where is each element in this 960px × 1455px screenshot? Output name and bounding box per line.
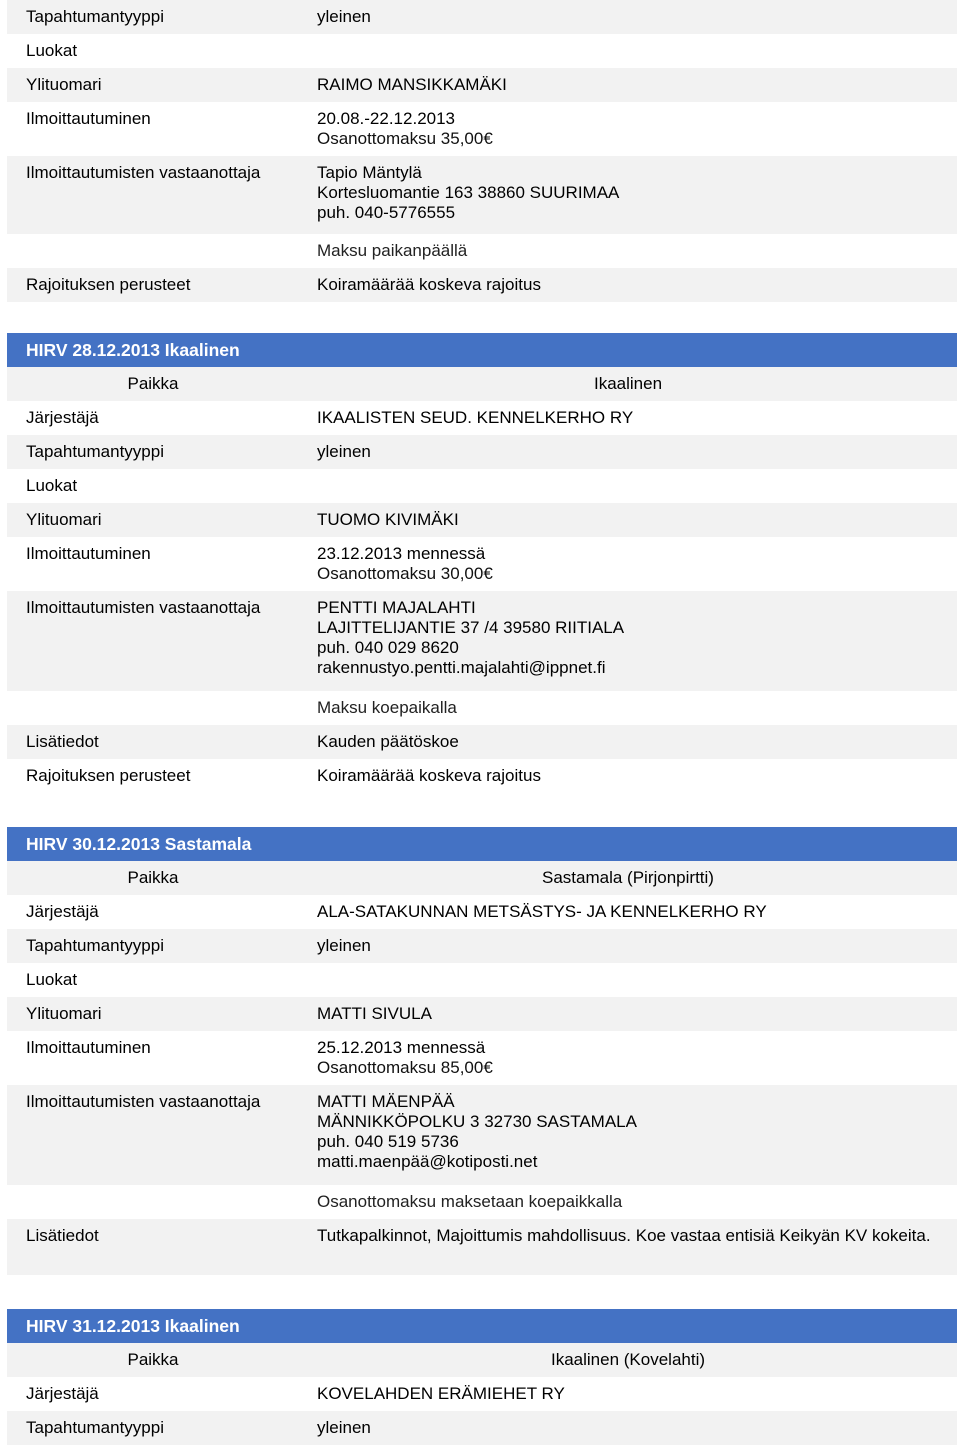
label: Järjestäjä [26,902,99,921]
row-paikka [7,1343,957,1377]
label: Ylituomari [26,1004,102,1023]
row-tapahtumantyyppi [7,0,957,34]
label: Ilmoittautuminen [26,1038,151,1057]
contact-email: rakennustyo.pentti.majalahti@ippnet.fi [317,658,606,677]
label: Ilmoittautumisten vastaanottaja [26,163,261,182]
value: KOVELAHDEN ERÄMIEHET RY [317,1384,565,1403]
label: Paikka [127,374,179,393]
contact-name: Tapio Mäntylä [317,163,422,182]
row-vastaanottaja [7,1085,957,1185]
payment-note: Maksu paikanpäällä [317,241,468,260]
event-header: HIRV 30.12.2013 Sastamala [7,827,957,861]
contact-address: Kortesluomantie 163 38860 SUURIMAA [317,183,620,202]
registration-period: 20.08.-22.12.2013 [317,109,456,128]
payment-note: Maksu koepaikalla [317,698,457,717]
value: RAIMO MANSIKKAMÄKI [317,75,507,94]
value: yleinen [317,442,371,461]
registration-deadline: 23.12.2013 mennessä [317,544,486,563]
row-tapahtumantyyppi [7,1411,957,1445]
registration-deadline: 25.12.2013 mennessä [317,1038,486,1057]
label: Tapahtumantyyppi [26,442,164,461]
row-ilmoittautuminen [7,102,957,156]
row-rajoitus [7,759,957,793]
label: Ilmoittautuminen [26,544,151,563]
contact-phone: puh. 040 519 5736 [317,1132,459,1151]
contact-name: MATTI MÄENPÄÄ [317,1092,455,1111]
row-ilmoittautuminen [7,537,957,591]
label: Ilmoittautuminen [26,109,151,128]
label: Tapahtumantyyppi [26,1418,164,1437]
contact-email: matti.maenpää@kotiposti.net [317,1152,538,1171]
label: Rajoituksen perusteet [26,766,191,785]
label: Ilmoittautumisten vastaanottaja [26,598,261,617]
contact-phone: puh. 040 029 8620 [317,638,459,657]
value: yleinen [317,7,371,26]
value: Ikaalinen (Kovelahti) [550,1350,706,1369]
row-paikka [7,861,957,895]
fee: Osanottomaksu 35,00€ [317,129,493,148]
label: Ilmoittautumisten vastaanottaja [26,1092,261,1111]
label: Luokat [26,41,78,60]
contact-name: PENTTI MAJALAHTI [317,598,476,617]
row-tapahtumantyyppi [7,929,957,963]
value: ALA-SATAKUNNAN METSÄSTYS- JA KENNELKERHO RY [317,902,767,921]
value: MATTI SIVULA [317,1004,432,1023]
payment-note: Osanottomaksu maksetaan koepaikkalla [317,1192,623,1211]
row-ilmoittautuminen [7,1031,957,1085]
value [299,34,957,68]
event-header: HIRV 31.12.2013 Ikaalinen [7,1309,957,1343]
contact-phone: puh. 040-5776555 [317,203,456,222]
label: Paikka [127,868,179,887]
label: Luokat [26,476,78,495]
label: Rajoituksen perusteet [26,275,191,294]
value [299,469,957,503]
value: Kauden päätöskoe [317,732,459,751]
row-luokat [7,469,957,503]
label: Järjestäjä [26,1384,99,1403]
fee: Osanottomaksu 85,00€ [317,1058,493,1077]
contact-address: LAJITTELIJANTIE 37 /4 39580 RIITIALA [317,618,625,637]
value: Ikaalinen [593,374,663,393]
label: Tapahtumantyyppi [26,7,164,26]
row-maksu [7,234,957,268]
row-vastaanottaja [7,591,957,691]
row-maksu [7,1185,957,1219]
row-lisatiedot [7,725,957,759]
value: yleinen [317,1418,371,1437]
row-luokat [7,963,957,997]
label: Paikka [127,1350,179,1369]
fee: Osanottomaksu 30,00€ [317,564,493,583]
value: Koiramäärää koskeva rajoitus [317,766,541,785]
row-luokat [7,34,957,68]
row-jarjestaja [7,401,957,435]
row-tapahtumantyyppi [7,435,957,469]
label: Järjestäjä [26,408,99,427]
row-lisatiedot [7,1219,957,1275]
row-ylituomari [7,68,957,102]
row-jarjestaja [7,895,957,929]
label: Lisätiedot [26,1226,99,1245]
value: yleinen [317,936,371,955]
label: Tapahtumantyyppi [26,936,164,955]
value: IKAALISTEN SEUD. KENNELKERHO RY [317,408,634,427]
value: Tutkapalkinnot, Majoittumis mahdollisuus. Koe vastaa entisiä Keikyän KV kokeita. [317,1226,931,1245]
label: Lisätiedot [26,732,99,751]
value: Koiramäärää koskeva rajoitus [317,275,541,294]
label: Ylituomari [26,75,102,94]
row-maksu [7,691,957,725]
row-jarjestaja [7,1377,957,1411]
value [299,963,957,997]
label: Luokat [26,970,78,989]
event-header: HIRV 28.12.2013 Ikaalinen [7,333,957,367]
value: Sastamala (Pirjonpirtti) [542,868,714,887]
row-vastaanottaja [7,156,957,234]
row-ylituomari [7,503,957,537]
row-rajoitus [7,268,957,302]
contact-address: MÄNNIKKÖPOLKU 3 32730 SASTAMALA [317,1112,637,1131]
label: Ylituomari [26,510,102,529]
row-paikka [7,367,957,401]
row-ylituomari [7,997,957,1031]
value: TUOMO KIVIMÄKI [317,510,459,529]
